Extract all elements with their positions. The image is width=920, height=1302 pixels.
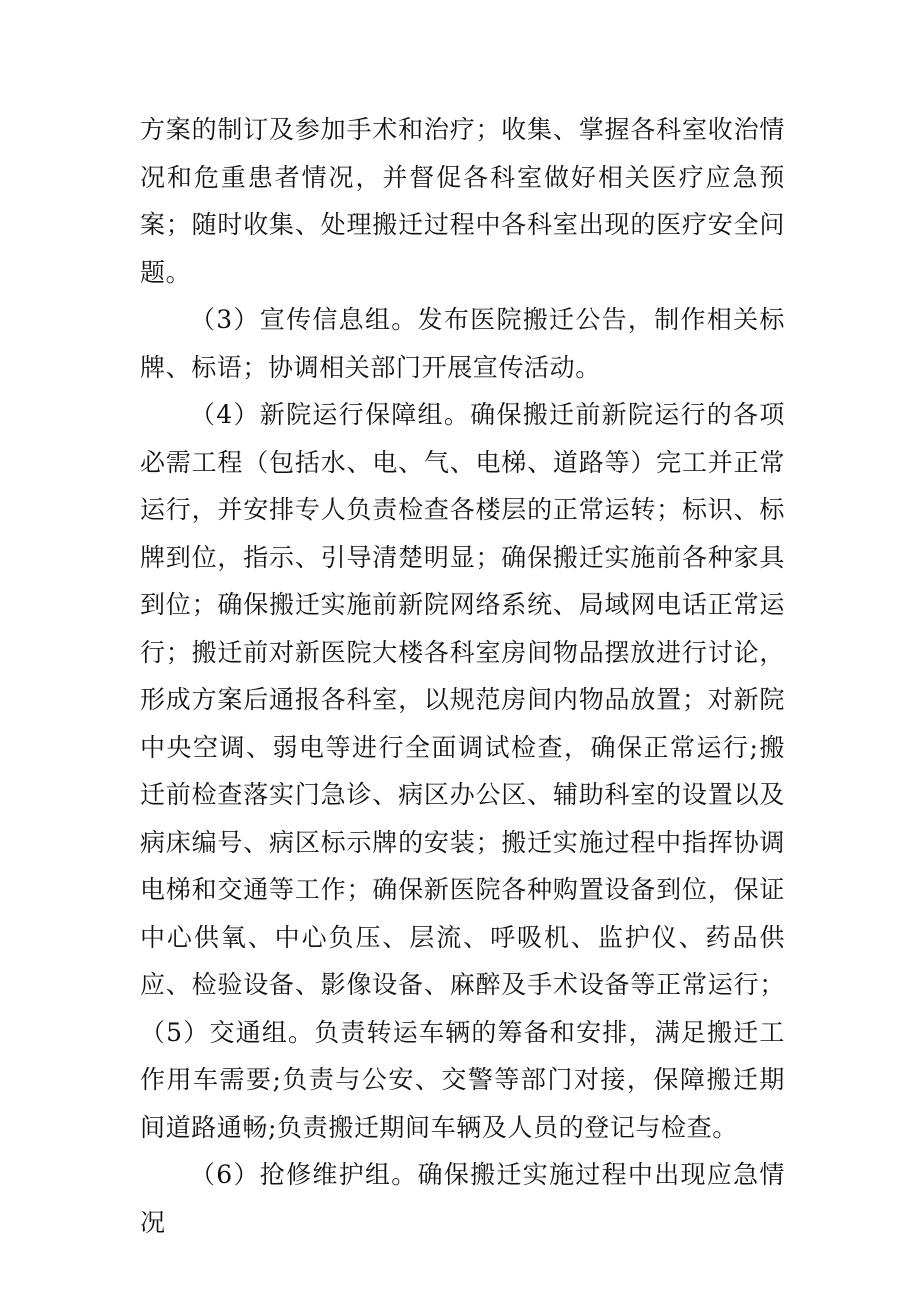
paragraph-operation-support-group: （4）新院运行保障组。确保搬迁前新院运行的各项必需工程（包括水、电、气、电梯、道路等）完工并正常运行，并安排专人负责检查各楼层的正常运转；标识、标牌到位，指示、引导清楚明显；确保搬迁实施前各种家具到位；确保搬迁实施前新院网络系统、局域网电话正常运行；搬迁前对新医院大楼各科室房间物品摆放进行讨论，形成方案后通报各科室，以规范房间内物品放置；对新院中央空调、弱电等进行全面调试检查，确保正常运行;搬迁前检查落实门急诊、病区办公区、辅助科室的设置以及病床编号、病区标示牌的安装；搬迁实施过程中指挥协调电梯和交通等工作；确保新医院各种购置设备到位，保证中心供氧、中心负压、层流、呼吸机、监护仪、药品供应、检验设备、影像设备、麻醉及手术设备等正常运行； （5）交通组。负责转运车辆的筹备和安排，满足搬迁工作用车需要;负责与公安、交警等部门对接，保障搬迁期间道路通畅;负责搬迁期间车辆及人员的登记与检查。 xyxy=(140,400,785,1142)
paragraph-publicity-group: （3）宣传信息组。发布医院搬迁公告，制作相关标牌、标语；协调相关部门开展宣传活动。 xyxy=(140,305,785,382)
paragraph-medical-group-continued: 方案的制订及参加手术和治疗；收集、掌握各科室收治情况和危重患者情况，并督促各科室做好相关医疗应急预案；随时收集、处理搬迁过程中各科室出现的医疗安全问题。 xyxy=(140,115,785,287)
paragraph-repair-group: （6）抢修维护组。确保搬迁实施过程中出现应急情况 xyxy=(140,1160,785,1237)
document-body xyxy=(140,106,785,1246)
